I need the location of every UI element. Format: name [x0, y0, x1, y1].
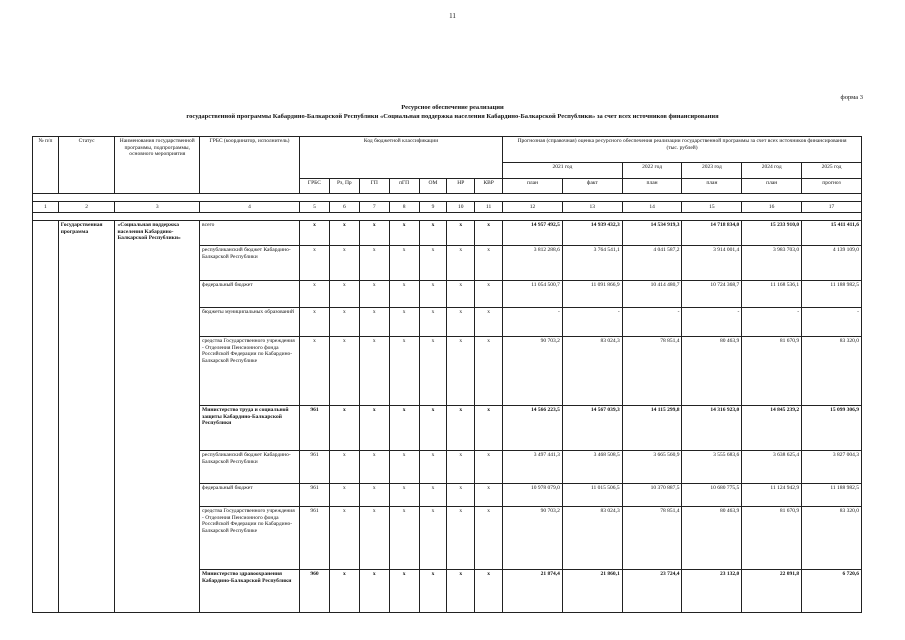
budget-code-cell: х: [419, 484, 447, 507]
header-year-2025: 2025 год: [802, 163, 862, 178]
budget-code-cell: х: [475, 451, 503, 484]
budget-code-cell: х: [419, 246, 447, 281]
column-number: 12: [503, 202, 563, 213]
amount-cell: 3 812 288,6: [503, 246, 563, 281]
resource-table: [32, 136, 862, 613]
amount-cell: 10 724 368,7: [682, 281, 742, 308]
amount-cell: 10 978 079,0: [503, 484, 563, 507]
budget-code-cell: х: [447, 570, 475, 613]
budget-code-cell: х: [419, 507, 447, 570]
funding-source: федеральный бюджет: [200, 484, 300, 507]
column-number: 4: [200, 202, 300, 213]
column-number: 6: [329, 202, 359, 213]
budget-code-cell: х: [419, 451, 447, 484]
budget-code-cell: 960: [300, 570, 330, 613]
amount-cell: 78 851,4: [622, 507, 682, 570]
header-sub-plan-2023: план: [682, 178, 742, 193]
budget-code-cell: х: [359, 484, 389, 507]
amount-cell: 11 188 982,5: [802, 281, 862, 308]
budget-code-cell: х: [389, 507, 419, 570]
budget-code-cell: х: [329, 246, 359, 281]
column-number: 2: [58, 202, 115, 213]
amount-cell: 14 939 432,3: [562, 221, 622, 246]
page-number: 11: [449, 12, 456, 20]
amount-cell: 11 091 866,9: [562, 281, 622, 308]
budget-code-cell: х: [475, 484, 503, 507]
column-number: 1: [33, 202, 59, 213]
amount-cell: 80 463,9: [682, 337, 742, 406]
amount-cell: 10 680 775,5: [682, 484, 742, 507]
amount-cell: 14 718 834,0: [682, 221, 742, 246]
budget-code-cell: х: [359, 451, 389, 484]
budget-code-cell: х: [447, 246, 475, 281]
amount-cell: 6 720,6: [802, 570, 862, 613]
amount-cell: 14 115 299,8: [622, 406, 682, 451]
budget-code-cell: х: [447, 507, 475, 570]
amount-cell: 14 534 919,3: [622, 221, 682, 246]
amount-cell: 10 370 887,5: [622, 484, 682, 507]
table-row: [33, 221, 862, 246]
budget-code-cell: х: [359, 406, 389, 451]
amount-cell: 11 188 982,5: [802, 484, 862, 507]
funding-source: Министерство здравоохранения Кабардино-Балкарской Республики: [200, 570, 300, 613]
amount-cell: -: [682, 308, 742, 337]
header-year-2024: 2024 год: [742, 163, 802, 178]
amount-cell: 83 024,3: [562, 337, 622, 406]
amount-cell: 3 764 541,1: [562, 246, 622, 281]
amount-cell: -: [802, 308, 862, 337]
column-number: 3: [115, 202, 200, 213]
amount-cell: 15 233 910,0: [742, 221, 802, 246]
amount-cell: 4 041 587,2: [622, 246, 682, 281]
funding-source: республиканский бюджет Кабардино-Балкарской Республики: [200, 246, 300, 281]
program-name: «Социальная поддержка населения Кабардино-Балкарской Республики»: [115, 221, 200, 613]
amount-cell: 78 851,4: [622, 337, 682, 406]
header-year-2022: 2022 год: [622, 163, 682, 178]
budget-code-cell: х: [329, 451, 359, 484]
budget-code-cell: х: [359, 570, 389, 613]
amount-cell: 3 497 441,3: [503, 451, 563, 484]
budget-code-cell: х: [475, 337, 503, 406]
budget-code-cell: 961: [300, 406, 330, 451]
budget-code-cell: х: [475, 507, 503, 570]
budget-code-cell: х: [389, 246, 419, 281]
budget-code-cell: х: [475, 246, 503, 281]
amount-cell: 83 320,0: [802, 507, 862, 570]
header-forecast-text: Прогнозная (справочная) оценка ресурсного обеспечения реализации государственной программы за счет всех источников финансирования: [517, 138, 847, 144]
amount-cell: 3 555 683,6: [682, 451, 742, 484]
header-code-gp: ГП: [359, 178, 389, 193]
funding-source: средства Государственного учреждения - Отделения Пенсионного фонда Российской Федерации по Кабардино-Балкарской Республике: [200, 507, 300, 570]
budget-code-cell: х: [475, 281, 503, 308]
budget-code-cell: х: [389, 451, 419, 484]
budget-code-cell: х: [329, 337, 359, 406]
column-number: 9: [419, 202, 447, 213]
column-number: 15: [682, 202, 742, 213]
amount-cell: -: [562, 308, 622, 337]
header-year-2021: 2021 год: [503, 163, 623, 178]
column-numbers-row: [33, 202, 862, 213]
budget-code-cell: х: [389, 484, 419, 507]
header-code: Код бюджетной классификации: [300, 137, 503, 179]
budget-code-cell: х: [329, 484, 359, 507]
budget-code-cell: х: [329, 507, 359, 570]
funding-source: всего: [200, 221, 300, 246]
amount-cell: 90 703,2: [503, 507, 563, 570]
amount-cell: 14 567 039,3: [562, 406, 622, 451]
budget-code-cell: х: [329, 308, 359, 337]
budget-code-cell: 961: [300, 484, 330, 507]
amount-cell: 80 463,9: [682, 507, 742, 570]
budget-code-cell: х: [419, 281, 447, 308]
column-number: 14: [622, 202, 682, 213]
budget-code-cell: х: [447, 451, 475, 484]
budget-code-cell: х: [475, 570, 503, 613]
amount-cell: -: [742, 308, 802, 337]
budget-code-cell: х: [447, 484, 475, 507]
amount-cell: 3 914 001,4: [682, 246, 742, 281]
funding-source: республиканский бюджет Кабардино-Балкарской Республики: [200, 451, 300, 484]
header-year-2023: 2023 год: [682, 163, 742, 178]
budget-code-cell: х: [475, 221, 503, 246]
amount-cell: 11 015 506,5: [562, 484, 622, 507]
header-sub-plan-2021: план: [503, 178, 563, 193]
budget-code-cell: х: [447, 406, 475, 451]
amount-cell: 21 860,1: [562, 570, 622, 613]
table-body: [33, 221, 862, 613]
amount-cell: 90 703,2: [503, 337, 563, 406]
funding-source: федеральный бюджет: [200, 281, 300, 308]
amount-cell: 15 099 306,9: [802, 406, 862, 451]
column-number: 10: [447, 202, 475, 213]
budget-code-cell: х: [359, 507, 389, 570]
budget-code-cell: х: [419, 570, 447, 613]
budget-code-cell: х: [300, 281, 330, 308]
budget-code-cell: х: [389, 221, 419, 246]
budget-code-cell: х: [475, 308, 503, 337]
document-title: [0, 103, 905, 121]
amount-cell: 3 983 703,0: [742, 246, 802, 281]
header-code-rzpr: Рз, Пр: [329, 178, 359, 193]
title-line-1: Ресурсное обеспечение реализации: [401, 104, 504, 111]
program-status: Государственная программа: [58, 221, 115, 613]
budget-code-cell: х: [419, 308, 447, 337]
header-name: Наименования государственной программы, подпрограммы, основного мероприятия: [115, 137, 200, 194]
funding-source: средства Государственного учреждения - Отделения Пенсионного фонда Российской Федерации по Кабардино-Балкарской Республике: [200, 337, 300, 406]
column-number: 13: [562, 202, 622, 213]
amount-cell: 83 320,0: [802, 337, 862, 406]
header-code-pgp: пГП: [389, 178, 419, 193]
amount-cell: 15 411 411,6: [802, 221, 862, 246]
amount-cell: -: [622, 308, 682, 337]
amount-cell: 14 957 492,5: [503, 221, 563, 246]
column-number: 17: [802, 202, 862, 213]
column-number: 8: [389, 202, 419, 213]
header-sub-plan-2024: план: [742, 178, 802, 193]
amount-cell: 14 845 239,2: [742, 406, 802, 451]
header-units: (тыс. рублей): [666, 144, 698, 151]
budget-code-cell: х: [300, 308, 330, 337]
budget-code-cell: х: [359, 337, 389, 406]
title-line-2: государственной программы Кабардино-Балкарской Республики «Социальная поддержка населения Кабардино-Балкарской Республики» за счет всех источников финансирования: [186, 113, 719, 120]
budget-code-cell: х: [389, 570, 419, 613]
amount-cell: 3 827 004,3: [802, 451, 862, 484]
amount-cell: 83 024,3: [562, 507, 622, 570]
header-sub-plan-2022: план: [622, 178, 682, 193]
amount-cell: 14 566 223,5: [503, 406, 563, 451]
header-sub-fact-2021: факт: [562, 178, 622, 193]
header-code-nr: НР: [447, 178, 475, 193]
budget-code-cell: х: [389, 308, 419, 337]
header-status: Статус: [58, 137, 115, 194]
amount-cell: 22 091,8: [742, 570, 802, 613]
amount-cell: 11 054 500,7: [503, 281, 563, 308]
column-number: 5: [300, 202, 330, 213]
budget-code-cell: 961: [300, 507, 330, 570]
header-code-om: ОМ: [419, 178, 447, 193]
amount-cell: 3 665 560,9: [622, 451, 682, 484]
budget-code-cell: х: [447, 221, 475, 246]
budget-code-cell: х: [359, 281, 389, 308]
budget-code-cell: х: [329, 281, 359, 308]
amount-cell: 23 132,0: [682, 570, 742, 613]
amount-cell: 14 316 923,0: [682, 406, 742, 451]
amount-cell: 11 168 536,1: [742, 281, 802, 308]
row-number-cell: [33, 221, 59, 613]
budget-code-cell: х: [389, 281, 419, 308]
amount-cell: 10 414 480,7: [622, 281, 682, 308]
budget-code-cell: х: [300, 221, 330, 246]
amount-cell: 4 139 109,0: [802, 246, 862, 281]
budget-code-cell: 961: [300, 451, 330, 484]
funding-source: бюджеты муниципальных образований: [200, 308, 300, 337]
header-sub-forecast-2025: прогноз: [802, 178, 862, 193]
budget-code-cell: х: [300, 337, 330, 406]
header-forecast: [503, 137, 862, 163]
budget-code-cell: х: [389, 406, 419, 451]
column-number: 7: [359, 202, 389, 213]
header-spacer: [33, 194, 862, 202]
amount-cell: 81 670,9: [742, 337, 802, 406]
amount-cell: 11 124 942,9: [742, 484, 802, 507]
amount-cell: 3 468 508,5: [562, 451, 622, 484]
budget-code-cell: х: [419, 406, 447, 451]
budget-code-cell: х: [329, 406, 359, 451]
budget-code-cell: х: [447, 308, 475, 337]
budget-code-cell: х: [389, 337, 419, 406]
budget-code-cell: х: [300, 246, 330, 281]
budget-code-cell: х: [475, 406, 503, 451]
funding-source: Министерство труда и социальной защиты Кабардино-Балкарской Республики: [200, 406, 300, 451]
header-code-kvr: КВР: [475, 178, 503, 193]
header-grbs: ГРБС (координатор, исполнитель): [200, 137, 300, 194]
budget-code-cell: х: [359, 308, 389, 337]
form-label: форма 3: [840, 94, 863, 101]
budget-code-cell: х: [419, 337, 447, 406]
amount-cell: 81 670,9: [742, 507, 802, 570]
amount-cell: 21 874,4: [503, 570, 563, 613]
header-no: № п/п: [33, 137, 59, 194]
budget-code-cell: х: [329, 570, 359, 613]
column-number: 11: [475, 202, 503, 213]
header-code-grbs: ГРБС: [300, 178, 330, 193]
body-spacer: [33, 213, 862, 221]
amount-cell: -: [503, 308, 563, 337]
budget-code-cell: х: [447, 281, 475, 308]
budget-code-cell: х: [447, 337, 475, 406]
budget-code-cell: х: [359, 221, 389, 246]
budget-code-cell: х: [359, 246, 389, 281]
budget-code-cell: х: [419, 221, 447, 246]
column-number: 16: [742, 202, 802, 213]
budget-code-cell: х: [329, 221, 359, 246]
amount-cell: 3 638 625,4: [742, 451, 802, 484]
amount-cell: 23 724,4: [622, 570, 682, 613]
